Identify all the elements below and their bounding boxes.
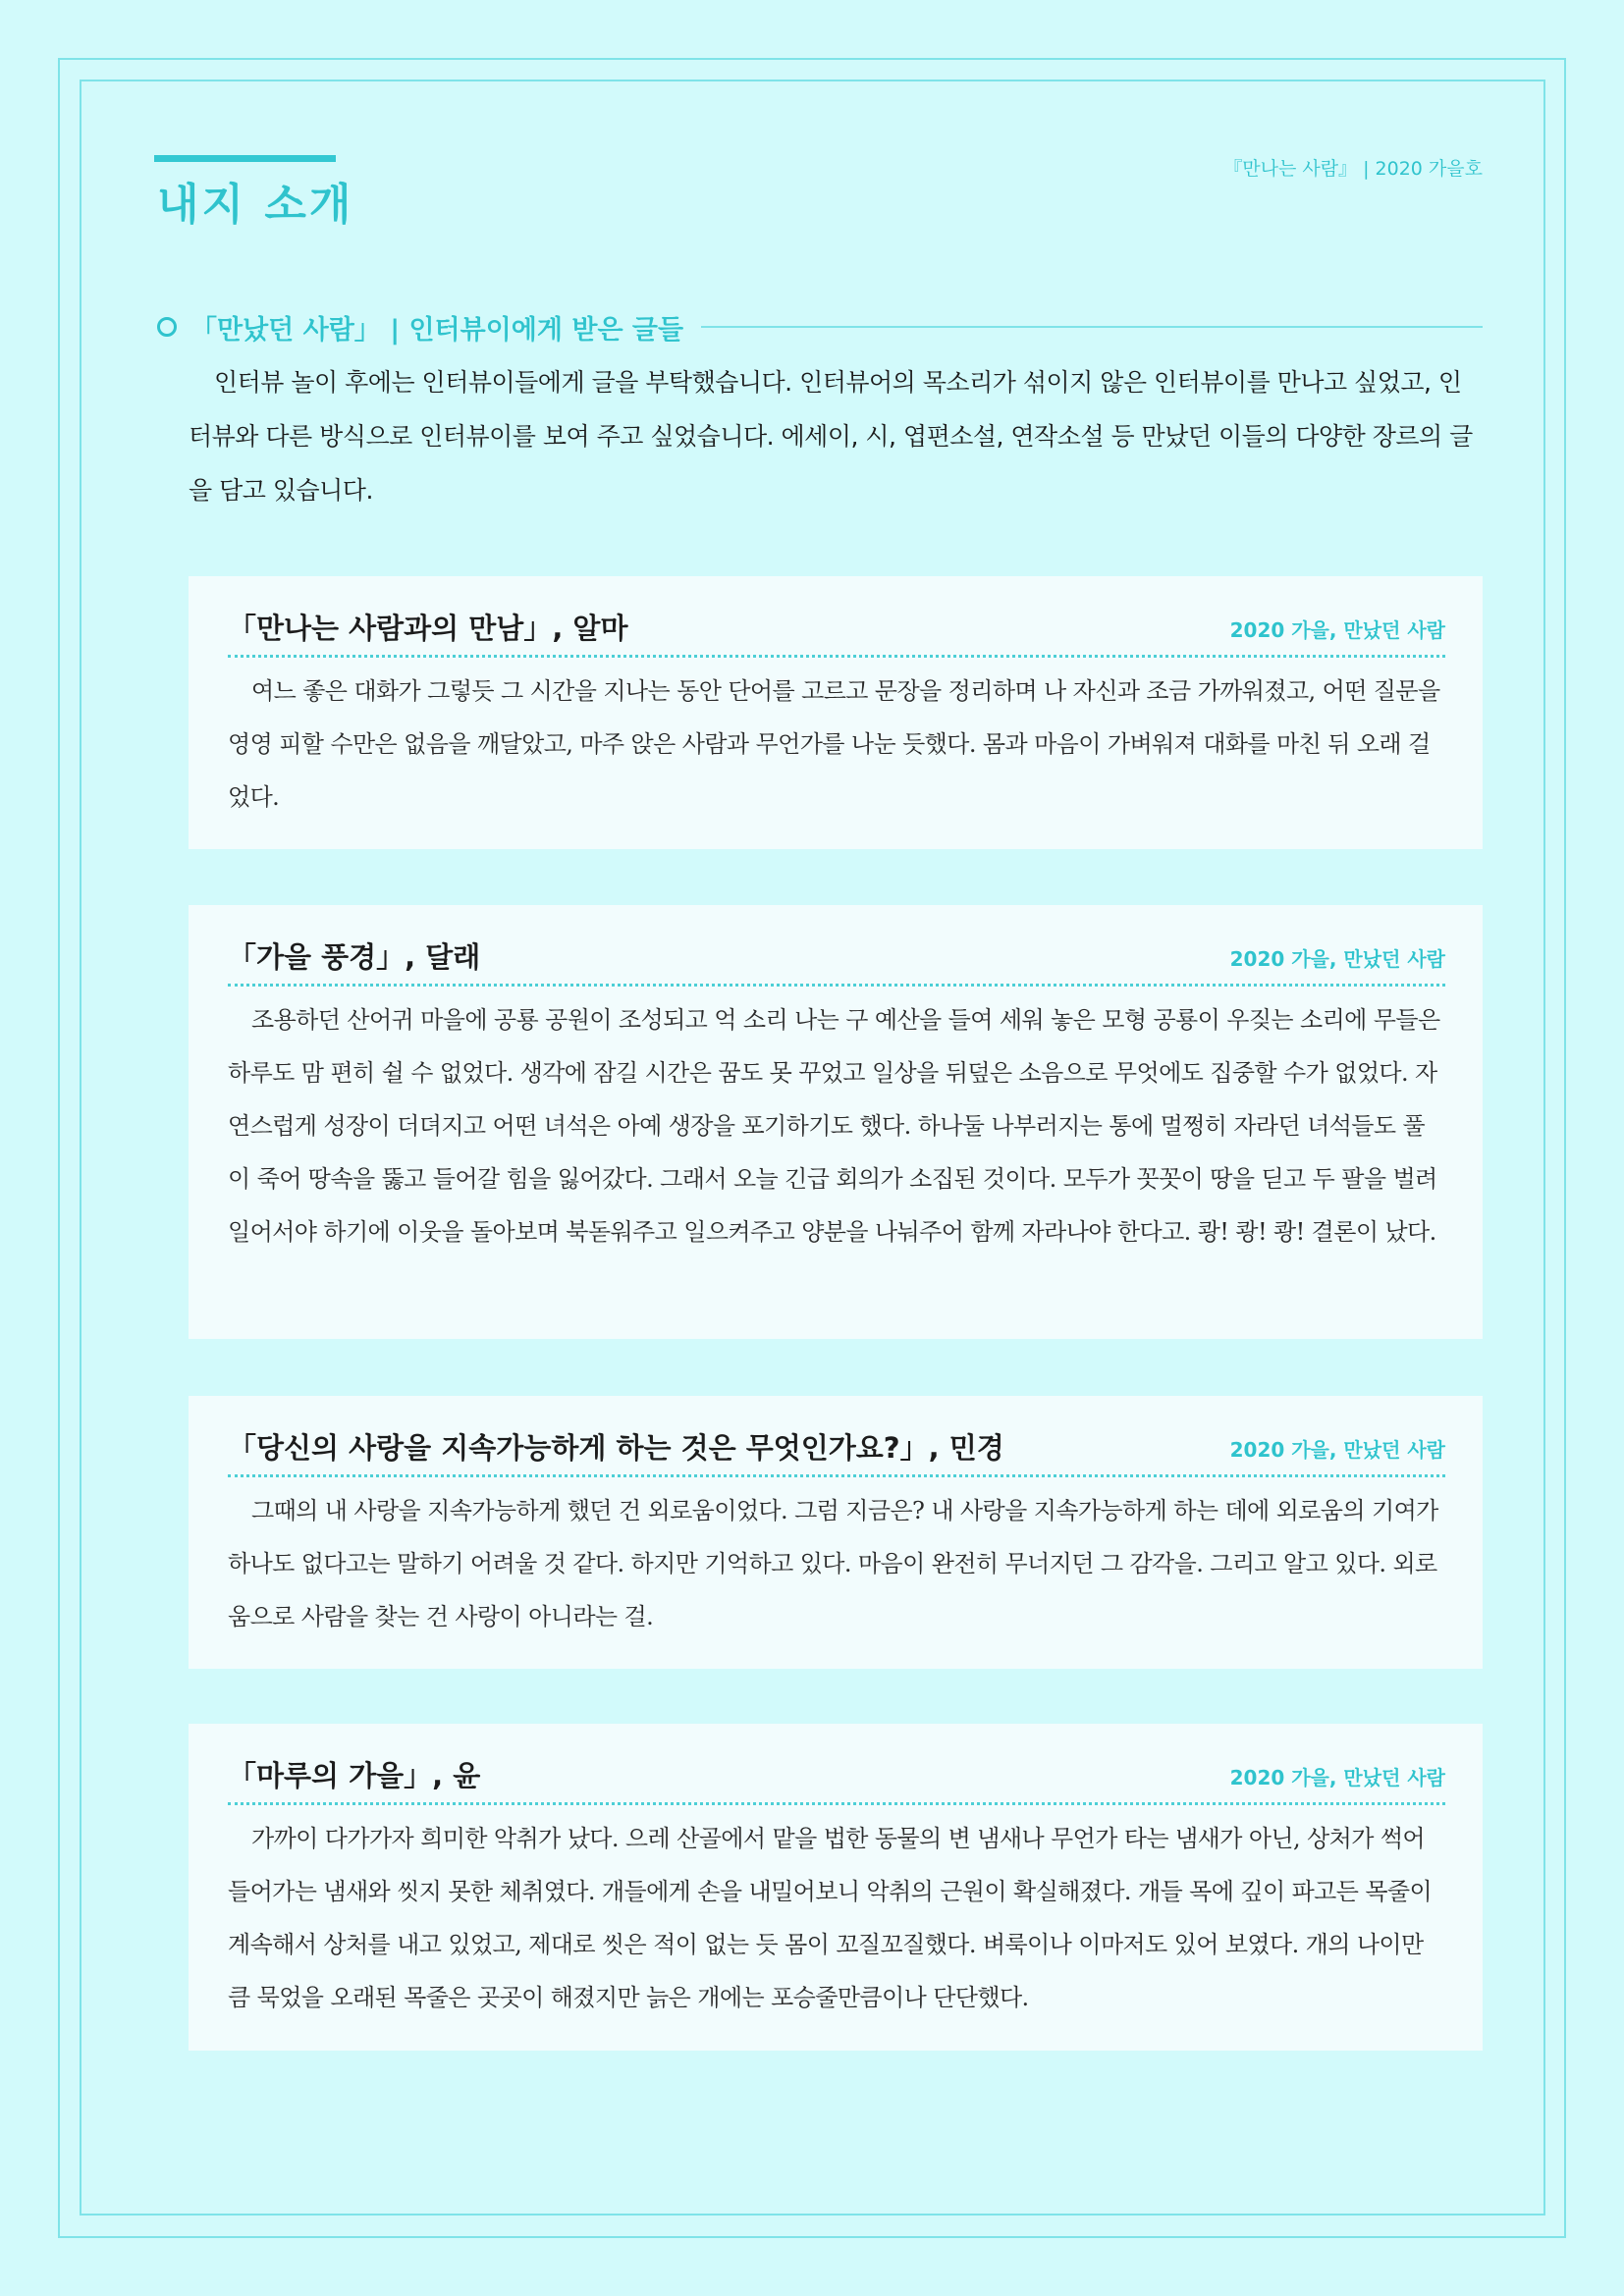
section-divider — [701, 326, 1483, 328]
issue-label: 『만나는 사람』 | 2020 가을호 — [1223, 158, 1483, 180]
card-1 — [189, 576, 1483, 849]
card-4 — [189, 1724, 1483, 2051]
card-title: 「만나는 사람과의 만남」, 알마 — [228, 612, 628, 645]
title-accent-bar — [154, 155, 336, 162]
section-intro: 인터뷰 놀이 후에는 인터뷰이들에게 글을 부탁했습니다. 인터뷰어의 목소리가 섞이지 않은 인터뷰이를 만나고 싶었고, 인터뷰와 다른 방식으로 인터뷰이를 보여 주고 싶었습니다. 에세이, 시, 엽편소설, 연작소설 등 만났던 이들의 다양한 장르의 글을 담고 있습니다. — [189, 368, 1473, 505]
card-3 — [189, 1396, 1483, 1669]
card-tag: 2020 가을, 만났던 사람 — [1229, 1438, 1445, 1462]
card-title: 「당신의 사랑을 지속가능하게 하는 것은 무엇인가요?」, 민경 — [228, 1431, 1004, 1465]
card-body: 그때의 내 사랑을 지속가능하게 했던 건 외로움이었다. 그럼 지금은? 내 사랑을 지속가능하게 하는 데에 외로움의 기여가 하나도 없다고는 말하기 어려울 것 같다. 하지만 기억하고 있다. 마음이 완전히 무너지던 그 감각을. 그리고 알고 있다. 외로움으로 사람을 찾는 건 사랑이 아니라는 걸. — [228, 1497, 1438, 1630]
card-body: 여느 좋은 대화가 그렇듯 그 시간을 지나는 동안 단어를 고르고 문장을 정리하며 나 자신과 조금 가까워졌고, 어떤 질문을 영영 피할 수만은 없음을 깨달았고, 마주 앉은 사람과 무언가를 나눈 듯했다. 몸과 마음이 가벼워져 대화를 마친 뒤 오래 걸었다. — [228, 677, 1440, 811]
page-title: 내지 소개 — [157, 180, 354, 230]
card-header — [228, 576, 1445, 658]
card-tag: 2020 가을, 만났던 사람 — [1229, 947, 1445, 971]
card-tag: 2020 가을, 만났던 사람 — [1229, 618, 1445, 642]
card-title: 「가을 풍경」, 달래 — [228, 940, 481, 974]
card-header — [228, 905, 1445, 987]
card-header — [228, 1396, 1445, 1477]
card-2 — [189, 905, 1483, 1339]
card-title: 「마루의 가을」, 윤 — [228, 1759, 481, 1792]
card-body: 조용하던 산어귀 마을에 공룡 공원이 조성되고 억 소리 나는 구 예산을 들여 세워 놓은 모형 공룡이 우짖는 소리에 무들은 하루도 맘 편히 쉴 수 없었다. 생각에 잠길 시간은 꿈도 못 꾸었고 일상을 뒤덮은 소음으로 무엇에도 집중할 수가 없었다. 자연스럽게 성장이 더뎌지고 어떤 녀석은 아예 생장을 포기하기도 했다. 하나둘 나부러지는 통에 멀쩡히 자라던 녀석들도 풀이 죽어 땅속을 뚫고 들어갈 힘을 잃어갔다. 그래서 오늘 긴급 회의가 소집된 것이다. 모두가 꼿꼿이 땅을 딛고 두 팔을 벌려 일어서야 하기에 이웃을 돌아보며 북돋워주고 일으켜주고 양분을 나눠주어 함께 자라나야 한다고. 쾅! 쾅! 쾅! 결론이 났다. — [228, 1006, 1440, 1246]
card-tag: 2020 가을, 만났던 사람 — [1229, 1766, 1445, 1789]
section-title: 「만났던 사람」 | 인터뷰이에게 받은 글들 — [190, 314, 684, 346]
circle-bullet-icon — [157, 317, 177, 337]
card-body: 가까이 다가가자 희미한 악취가 났다. 으레 산골에서 맡을 법한 동물의 변 냄새나 무언가 타는 냄새가 아닌, 상처가 썩어들어가는 냄새와 씻지 못한 체취였다. 개들에게 손을 내밀어보니 악취의 근원이 확실해졌다. 개들 목에 깊이 파고든 목줄이 계속해서 상처를 내고 있었고, 제대로 씻은 적이 없는 듯 몸이 꼬질꼬질했다. 벼룩이나 이마저도 있어 보였다. 개의 나이만큼 묵었을 오래된 목줄은 곳곳이 해졌지만 늙은 개에는 포승줄만큼이나 단단했다. — [228, 1825, 1433, 2011]
section-header — [157, 307, 1483, 347]
card-header — [228, 1724, 1445, 1805]
